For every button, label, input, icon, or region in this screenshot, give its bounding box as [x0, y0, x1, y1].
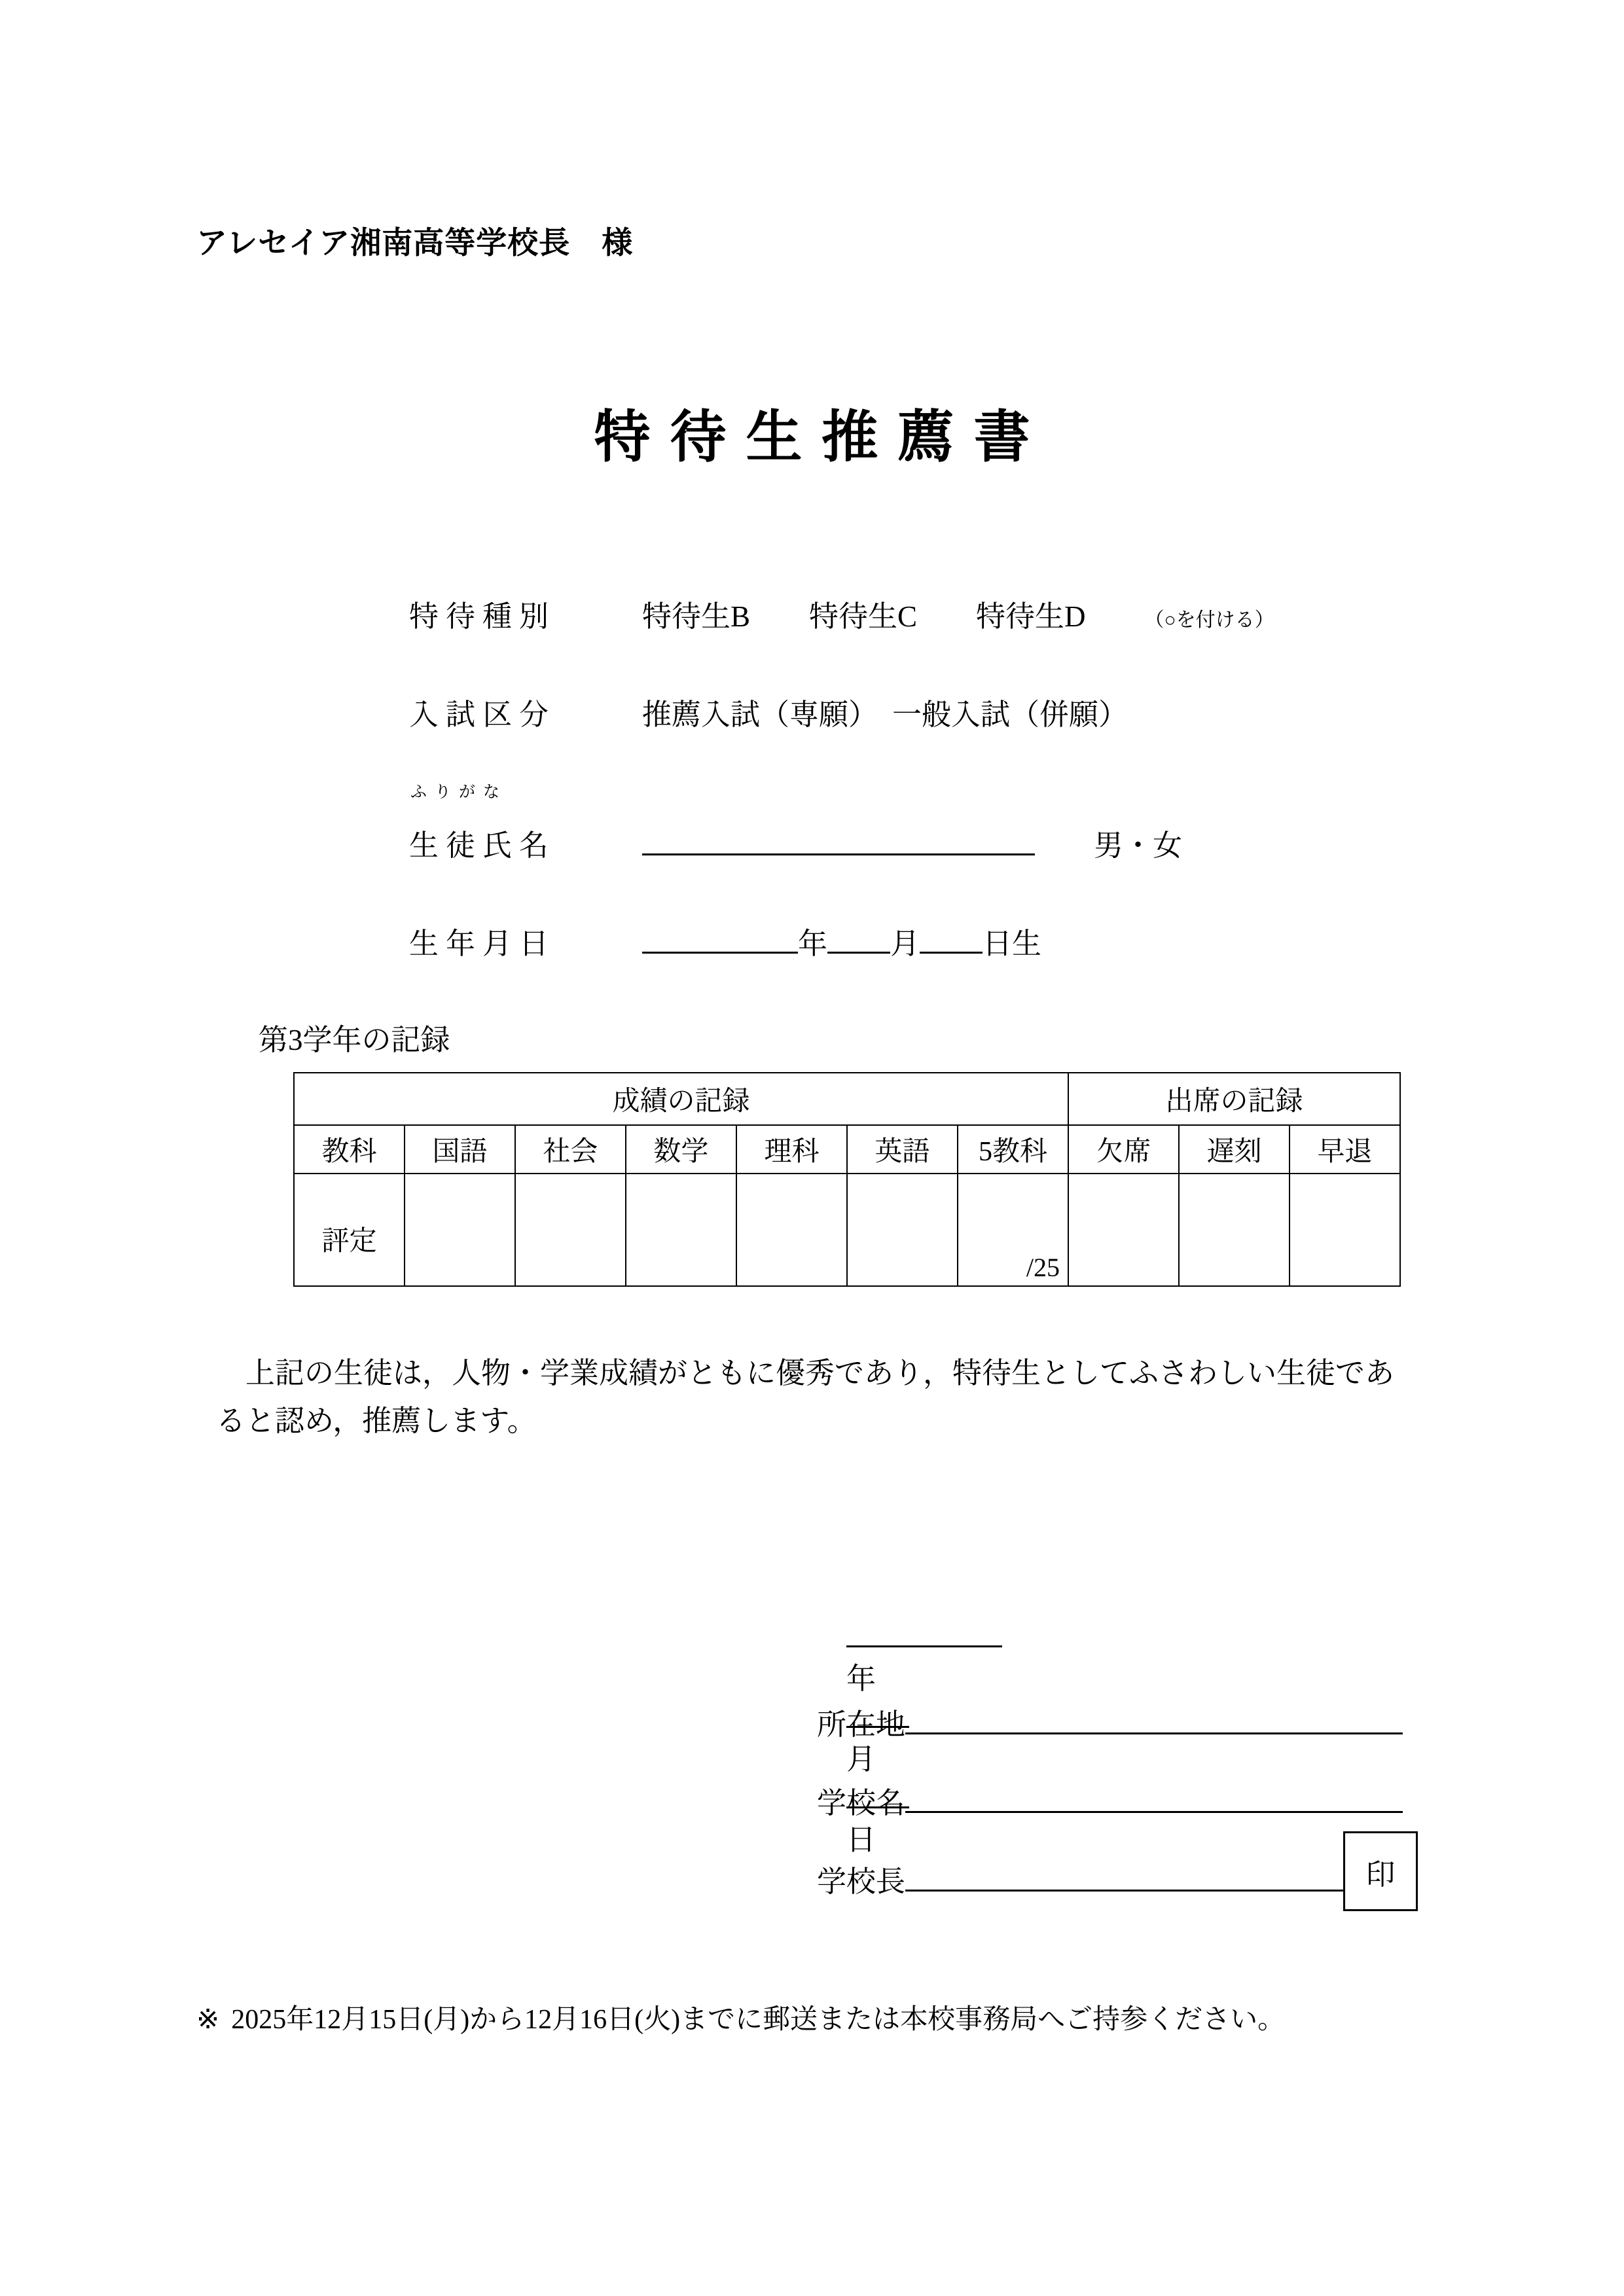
school-name-row: [817, 1779, 1403, 1821]
cell-social[interactable]: [515, 1174, 626, 1286]
column-header-absence: 欠席: [1068, 1125, 1179, 1174]
column-header-english: 英語: [847, 1125, 958, 1174]
student-name-label: 生徒氏名: [409, 829, 556, 862]
signature-year-unit: 年: [846, 1662, 876, 1695]
principal-name-label: 学校長: [817, 1865, 906, 1898]
birthdate-label: 生年月日: [409, 927, 556, 960]
school-address-label: 所在地: [817, 1708, 906, 1741]
column-header-subject: 教科: [294, 1125, 405, 1174]
birth-day-unit: 日生: [983, 927, 1042, 960]
column-header-tardy: 遅刻: [1179, 1125, 1290, 1174]
scholarship-type-label: 特待種別: [409, 600, 556, 633]
birth-year-input[interactable]: [642, 923, 798, 954]
evaluation-label: 評定: [321, 1227, 377, 1257]
row-label-evaluation: [294, 1174, 405, 1286]
birth-month-unit: 月: [890, 927, 920, 960]
group-header-grades: 成績の記録: [294, 1073, 1068, 1125]
signature-year-input[interactable]: [846, 1617, 1002, 1647]
addressee-line: アレセイア湘南高等学校長 様: [196, 225, 634, 261]
birth-day-input[interactable]: [920, 923, 983, 954]
cell-five-subject-total[interactable]: [958, 1174, 1068, 1286]
grade-attendance-table: [293, 1072, 1401, 1287]
student-name-row: [409, 821, 1182, 864]
seal-stamp-box[interactable]: 印: [1343, 1831, 1418, 1911]
circle-instruction-note: （○を付ける）: [1144, 609, 1274, 631]
principal-name-input[interactable]: [905, 1861, 1345, 1892]
recommendation-statement: 上記の生徒は，人物・学業成績がともに優秀であり，特待生としてふさわしい生徒であると認め，推薦します。: [216, 1357, 1395, 1437]
column-header-early-leave: 早退: [1290, 1125, 1400, 1174]
school-name-label: 学校名: [817, 1787, 906, 1820]
note-mark-icon: ※: [196, 2005, 220, 2035]
signature-day-unit: 日: [846, 1823, 876, 1856]
cell-absence[interactable]: [1068, 1174, 1179, 1286]
exam-option-general[interactable]: 一般入試（併願）: [892, 698, 1128, 731]
table-row: [294, 1174, 1400, 1286]
column-header-science: 理科: [736, 1125, 847, 1174]
column-header-math: 数学: [626, 1125, 736, 1174]
exam-option-recommendation[interactable]: 推薦入試（専願）: [642, 698, 878, 731]
scholarship-option-b[interactable]: 特待生B: [642, 600, 751, 633]
cell-english[interactable]: [847, 1174, 958, 1286]
column-header-japanese: 国語: [405, 1125, 515, 1174]
record-section-label: 第3学年の記録: [259, 1024, 450, 1056]
birth-year-unit: 年: [798, 927, 828, 960]
exam-category-label: 入試区分: [409, 698, 556, 731]
table-group-header-row: [294, 1073, 1400, 1125]
submission-note-text: 2025年12月15日(月)から12月16日(火)までに郵送または本校事務局へご持参ください。: [231, 2005, 1286, 2035]
signature-month-unit: 月: [846, 1743, 876, 1776]
submission-note: [196, 1998, 1440, 2042]
birth-month-input[interactable]: [827, 923, 890, 954]
cell-tardy[interactable]: [1179, 1174, 1290, 1286]
school-name-input[interactable]: [905, 1782, 1403, 1813]
furigana-label: ふりがな: [410, 783, 508, 801]
scholarship-option-d[interactable]: 特待生D: [976, 600, 1086, 633]
principal-name-row: [817, 1857, 1345, 1900]
scholarship-type-row: [409, 592, 1274, 635]
school-address-row: [817, 1700, 1403, 1743]
cell-japanese[interactable]: [405, 1174, 515, 1286]
column-header-five-subject-total: 5教科: [958, 1125, 1068, 1174]
exam-category-row: [409, 691, 1128, 733]
gender-choice[interactable]: 男・女: [1094, 829, 1183, 862]
group-header-attendance: 出席の記録: [1068, 1073, 1400, 1125]
table-column-header-row: [294, 1125, 1400, 1174]
school-address-input[interactable]: [905, 1704, 1403, 1734]
cell-science[interactable]: [736, 1174, 847, 1286]
cell-math[interactable]: [626, 1174, 736, 1286]
cell-early-leave[interactable]: [1290, 1174, 1400, 1286]
total-denominator-note: /25: [1026, 1253, 1060, 1282]
column-header-social: 社会: [515, 1125, 626, 1174]
scholarship-option-c[interactable]: 特待生C: [809, 600, 918, 633]
birthdate-row: [409, 920, 1041, 962]
student-name-input[interactable]: [642, 825, 1035, 855]
document-title: 特待生推薦書: [594, 404, 1050, 470]
